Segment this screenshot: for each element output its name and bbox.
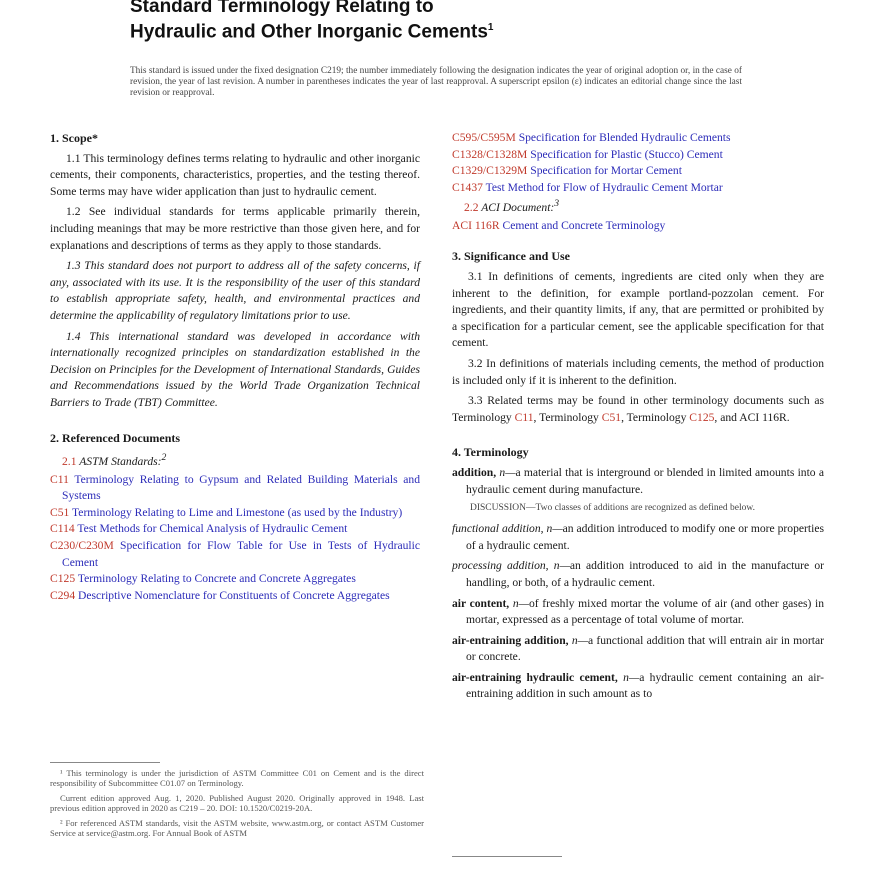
term-discussion-note: DISCUSSION—Two classes of additions are recognized as defined below. <box>470 503 755 514</box>
aci-subheading-number: 2.2 <box>464 201 479 215</box>
document-title <box>130 0 770 42</box>
ref-link-c1437[interactable] <box>452 180 824 197</box>
term-name: air-entraining addition, <box>452 633 569 647</box>
term-pos: n— <box>546 522 563 536</box>
ref-title: Cement and Concrete Terminology <box>502 218 666 232</box>
right-column <box>452 130 824 707</box>
ref-title: Test Method for Flow of Hydraulic Cement Mortar <box>485 180 723 194</box>
scope-para-1-3: 1.3 This standard does not purport to address all of the safety concerns, if any, associated with its use. It is the responsibility of the user of this standard to establish appropriate safety, health, and environmental practices and determine the applicability of regulatory limitations prior to use. <box>50 259 420 322</box>
term-definition: a hydraulic cement containing an air-entraining addition in such amount as to <box>466 670 824 701</box>
footnote-divider-right <box>452 856 562 857</box>
inline-link-c125[interactable]: C125 <box>689 410 715 424</box>
term-pos: n— <box>499 465 516 479</box>
ref-link-c1329[interactable] <box>452 163 824 180</box>
astm-subheading-number: 2.1 <box>62 454 77 468</box>
ref-code: C294 <box>50 588 76 602</box>
term-name: air-entraining hydraulic cement, <box>452 670 618 684</box>
ref-link-c230[interactable] <box>50 538 420 571</box>
significance-para-3-3 <box>452 393 824 426</box>
term-definition: a material that is interground or blended in limited amounts into a hydraulic cement during manufacture. <box>466 465 824 496</box>
term-pos: n— <box>512 596 529 610</box>
footnote-1-edition: Current edition approved Aug. 1, 2020. Published August 2020. Originally approved in 1948. Last previous edition approved in 2020 as C219 – 20. DOI: 10.1520/C0219-20A. <box>50 792 424 814</box>
ref-title: Terminology Relating to Concrete and Concrete Aggregates <box>77 572 356 586</box>
para-3-3-text-a: 3.3 Related terms may be found in other terminology documents such as Terminology <box>452 394 824 424</box>
ref-code: C114 <box>50 522 75 536</box>
title-line-2 <box>130 17 770 42</box>
scope-para-1-2: 1.2 See individual standards for terms applicable primarily therein, including meanings that may be more restrictive than those given here, and for explanations and descriptions of terms as they apply to those standards. <box>50 205 420 252</box>
ref-link-aci116r[interactable] <box>452 218 824 235</box>
term-definition: an addition introduced to modify one or more properties of a hydraulic cement. <box>466 522 824 552</box>
ref-link-c294[interactable] <box>50 588 420 605</box>
aci-subheading-sup: 3 <box>554 198 560 210</box>
standard-designation-note: This standard is issued under the fixed designation C219; the number immediately following the designation indicates the year of original adoption or, in the case of revision, the year of last revision. A number in parentheses indicates the year of last reapproval. A superscript epsilon (ε) indicates an editorial change since the last revision or reapproval. <box>130 66 742 98</box>
astm-standards-subheading <box>50 450 420 470</box>
aci-subheading-text: ACI Document: <box>481 201 555 215</box>
ref-title: Terminology Relating to Lime and Limestone (as used by the Industry) <box>72 505 403 519</box>
footnotes <box>50 768 424 842</box>
scope-para-1-4: 1.4 This international standard was developed in accordance with internationally recognized principles on standardization established in the Decision on Principles for the Development of International Standards, Guides and Recommendations issued by the World Trade Organization Technical Barriers to Trade (TBT) Committee. <box>50 329 420 409</box>
ref-title: Specification for Plastic (Stucco) Cement <box>530 147 723 161</box>
term-pos: n— <box>623 670 640 684</box>
aci-document-subheading <box>452 196 824 216</box>
ref-title: Descriptive Nomenclature for Constituents of Concrete Aggregates <box>78 588 390 602</box>
ref-link-c595[interactable] <box>452 130 824 147</box>
ref-code: C595/C595M <box>452 131 516 144</box>
para-3-3-text-d: , and ACI 116R. <box>714 410 790 424</box>
terminology-heading: 4. Terminology <box>452 445 529 460</box>
term-entry <box>452 633 824 666</box>
ref-title: Specification for Mortar Cement <box>530 164 682 178</box>
ref-code: C230/C230M <box>50 538 114 552</box>
term-name: functional addition, <box>452 522 544 536</box>
term-pos: n— <box>571 633 588 647</box>
footnote-divider <box>50 762 160 763</box>
ref-title: Terminology Relating to Gypsum and Related Building Materials and Systems <box>62 472 420 503</box>
ref-code: C11 <box>50 472 69 486</box>
footnote-1: ¹ This terminology is under the jurisdiction of ASTM Committee C01 on Cement and is the direct responsibility of Subcommittee C01.07 on Terminology. <box>50 768 424 789</box>
term-entry <box>452 465 824 498</box>
footnote-2: ² For referenced ASTM standards, visit the ASTM website, www.astm.org, or contact ASTM Customer Service at service@astm.org. For Annual Book of ASTM <box>50 817 424 839</box>
significance-para-3-1: 3.1 In definitions of cements, ingredients are cited only when they are inherent to the definition, for example portland-pozzolan cement. For ingredients, and their quantity limits, if any, that are permitted or prohibited by a specification for a particular cement, see the applicable specification for that cement. <box>452 270 824 350</box>
ref-code: C1329/C1329M <box>452 164 528 178</box>
left-column <box>50 130 420 604</box>
ref-link-c1328[interactable] <box>452 147 824 164</box>
title-footnote-mark: 1 <box>487 22 494 33</box>
term-definition: a functional addition that will entrain air in mortar or concrete. <box>466 633 825 664</box>
ref-link-c11[interactable] <box>50 472 420 505</box>
term-entry <box>452 596 824 629</box>
term-entry <box>452 558 824 591</box>
title-line-2-text: Hydraulic and Other Inorganic Cements <box>130 21 488 43</box>
term-entry <box>452 521 824 554</box>
term-name: addition, <box>452 465 497 479</box>
para-3-3-text-c: , Terminology <box>621 410 690 424</box>
ref-link-c125[interactable] <box>50 571 420 588</box>
inline-link-c51[interactable]: C51 <box>601 410 622 424</box>
astm-subheading-text: ASTM Standards: <box>79 454 162 468</box>
term-definition: an addition introduced to aid in the manufacture or handling, or both, of a hydraulic cement. <box>466 559 825 589</box>
ref-code: ACI 116R <box>452 218 500 232</box>
scope-para-1-1: 1.1 This terminology defines terms relating to hydraulic and other inorganic cements, their components, characteristics, properties, and the testing thereof. Some terms may have wider application than just to hydraulic cement. <box>50 151 420 198</box>
term-pos: n— <box>553 559 570 573</box>
para-3-3-text-b: , Terminology <box>533 410 602 424</box>
ref-link-c51[interactable] <box>50 505 420 522</box>
ref-code: C125 <box>50 572 76 586</box>
referenced-documents-heading: 2. Referenced Documents <box>50 430 181 445</box>
significance-para-3-2: 3.2 In definitions of materials including cements, the method of production is included only if it is inherent to the definition. <box>452 356 824 387</box>
scope-heading: 1. Scope* <box>50 131 98 145</box>
significance-heading: 3. Significance and Use <box>452 249 571 264</box>
term-name: air content, <box>452 596 510 610</box>
ref-title: Test Methods for Chemical Analysis of Hydraulic Cement <box>77 522 348 536</box>
ref-code: C1437 <box>452 180 483 194</box>
inline-link-c11[interactable]: C11 <box>514 410 534 424</box>
term-entry <box>452 670 824 703</box>
term-name: processing addition, <box>452 559 549 573</box>
title-line-1: Standard Terminology Relating to <box>130 0 434 17</box>
term-definition: of freshly mixed mortar the volume of air (and other gases) in mortar, expressed as a percentage of total volume of mortar. <box>466 596 824 627</box>
astm-subheading-sup: 2 <box>161 452 167 464</box>
ref-code: C1328/C1328M <box>452 147 528 161</box>
ref-code: C51 <box>50 505 70 519</box>
ref-link-c114[interactable] <box>50 521 420 538</box>
ref-title: Specification for Blended Hydraulic Cements <box>518 131 731 144</box>
ref-title: Specification for Flow Table for Use in Tests of Hydraulic Cement <box>62 538 420 569</box>
